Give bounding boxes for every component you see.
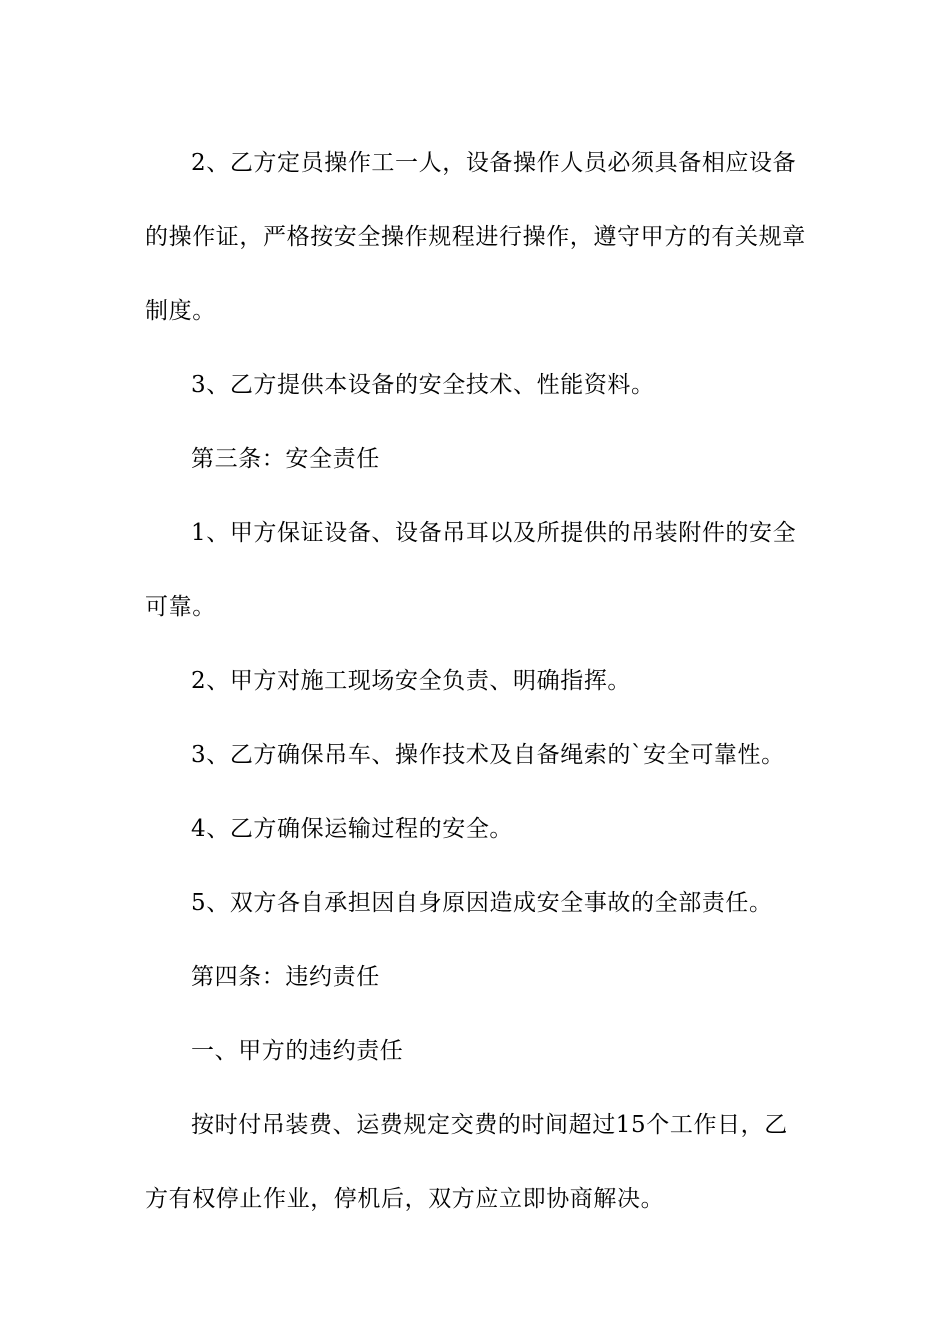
document-body <box>145 126 810 1236</box>
section-heading-breach-liability: 第四条：违约责任 <box>191 964 380 990</box>
paragraph-technical-materials: 3、乙方提供本设备的安全技术、性能资料。 <box>191 372 655 398</box>
paragraph-party-b-crane-safety: 3、乙方确保吊车、操作技术及自备绳索的`安全可靠性。 <box>191 742 785 768</box>
paragraph-party-a-site-safety: 2、甲方对施工现场安全负责、明确指挥。 <box>191 668 632 694</box>
paragraph-payment-deadline: 按时付吊装费、运费规定交费的时间超过15个工作日，乙方有权停止作业，停机后，双方应立即协商解决。 <box>145 1112 788 1212</box>
paragraph-party-a-equipment-safety: 1、甲方保证设备、设备吊耳以及所提供的吊装附件的安全可靠。 <box>145 520 797 620</box>
subheading-party-a-breach: 一、甲方的违约责任 <box>191 1038 404 1064</box>
paragraph-operator-requirements: 2、乙方定员操作工一人，设备操作人员必须具备相应设备的操作证，严格按安全操作规程进行操作，遵守甲方的有关规章制度。 <box>145 150 806 324</box>
section-heading-safety-responsibility: 第三条：安全责任 <box>191 446 380 472</box>
paragraph-party-b-transport-safety: 4、乙方确保运输过程的安全。 <box>191 816 514 842</box>
paragraph-mutual-liability: 5、双方各自承担因自身原因造成安全事故的全部责任。 <box>191 890 773 916</box>
